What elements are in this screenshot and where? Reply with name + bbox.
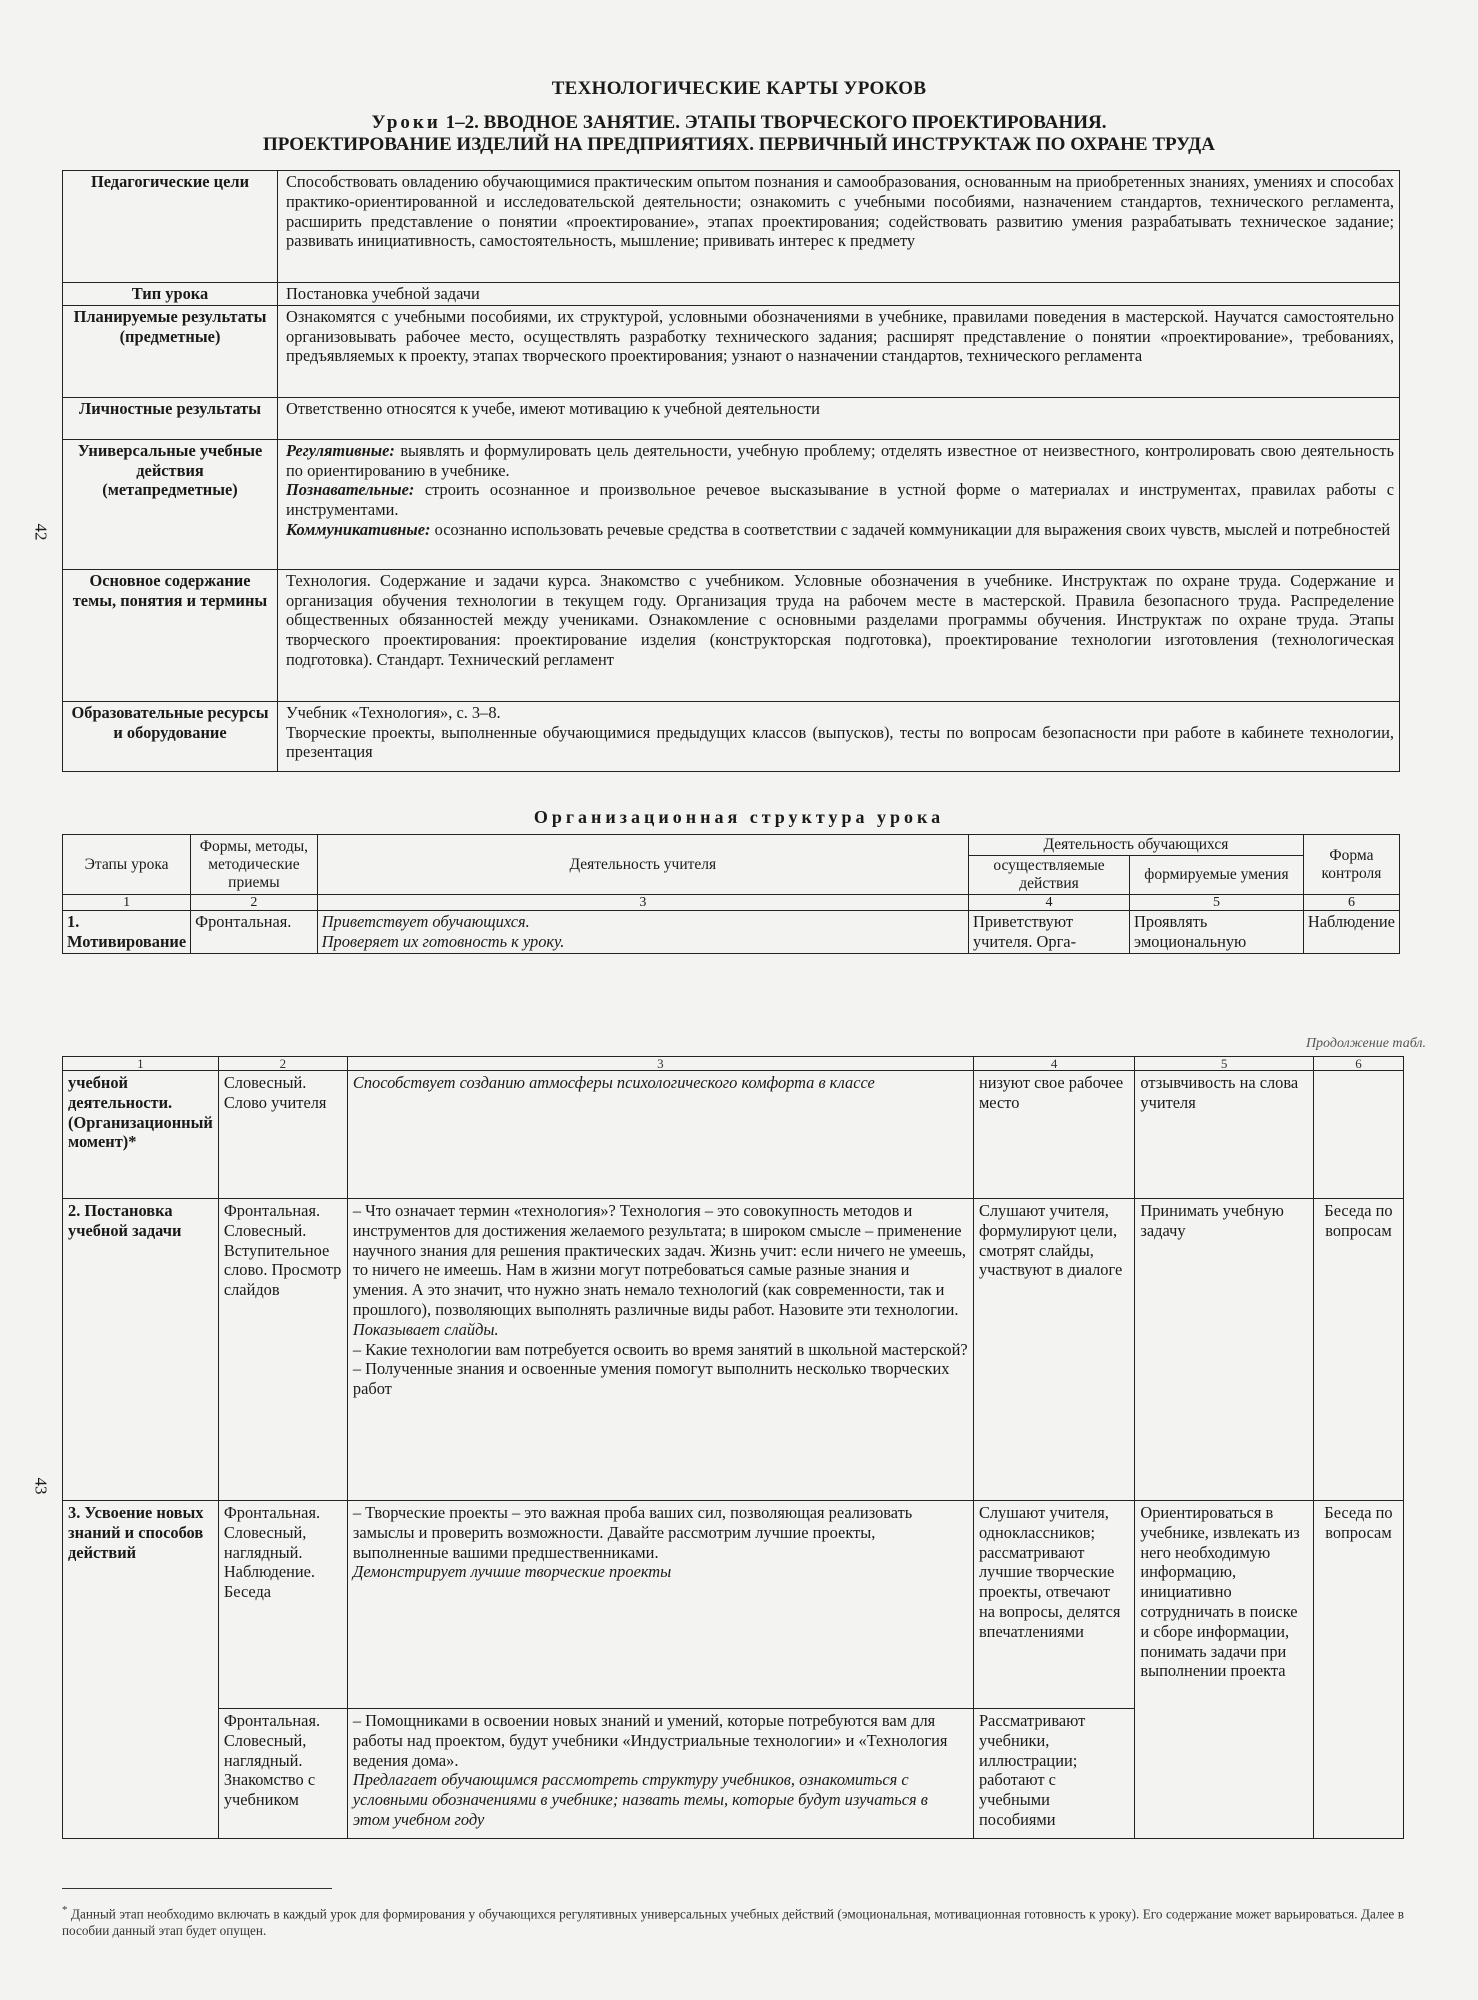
col-number: 5 [1130,895,1304,911]
stage-cell: 1. Мотивирование [63,911,191,954]
lesson-title [0,112,1478,156]
row-value: Постановка учебной задачи [278,283,1400,306]
row-label: Личностные результаты [63,397,278,439]
row-value: Технология. Содержание и задачи курса. Знакомство с учебником. Условные обозначения в учебнике. Инструктаж по охране труда. Содержание и организация обучения технологии в текущем году. Организация труда на рабочем месте в мастерской. Правила безопасного труда. Распределение общественных обязанностей между учениками. Ознакомление с основными разделами программы обучения. Инструктаж по охране труда. Этапы творческого проектирования: проектирование изделия (конструкторская подготовка), проектирование технологии изготовления (технологическая подготовка). Стандарт. Технический регламент [278,569,1400,701]
row-label: Универсальные учебные действия (метапредметные) [63,439,278,569]
teacher-cell: Способствует созданию атмосферы психологического комфорта в классе [347,1071,973,1199]
cognitive-text: строить осознанное и произвольное речевое высказывание в устной форме о материалах и инструментах, правилах работы с инструментами. [286,480,1394,520]
page-title: ТЕХНОЛОГИЧЕСКИЕ КАРТЫ УРОКОВ [551,78,927,99]
row-value: Способствовать овладению обучающимися практическим опытом познания и самообразования, основанным на приобретенных знаниях, умениях и способах практико-ориентированной и исследовательской деятельности; ознакомить с учебными пособиями, назначением стандартов, технического регламента, расширить представление о понятии «проектирование», этапах проектирования; содействовать развитию умения разрабатывать техническое задание; развивать инициативность, самостоятельность, мышление; прививать интерес к предмету [278,171,1400,283]
control-cell: Наблюдение [1303,911,1399,954]
page-number-right: 43 [31,1477,51,1495]
row-label: Образовательные ресурсы и оборудование [63,701,278,771]
table-row [63,569,1400,701]
col-forms: Формы, методы, методические приемы [191,835,318,895]
regulative-label: Регулятивные: [286,440,395,460]
col-number: 1 [63,1057,219,1071]
actions-cell: Рассматривают учебники, иллюстрации; работают с учебными пособиями [973,1709,1134,1839]
communicative-text: осознанно использовать речевые средства в соответствии с задачей коммуникации для выражения своих чувств, мыслей и потребностей [430,519,1391,539]
table-row [63,701,1400,771]
table-row [63,171,1400,283]
forms-cell: Словесный. Слово учителя [218,1071,347,1199]
footnote-divider [62,1888,332,1889]
lesson-title-line2: ПРОЕКТИРОВАНИЕ ИЗДЕЛИЙ НА ПРЕДПРИЯТИЯХ. ПЕРВИЧНЫЙ ИНСТРУКТАЖ ПО ОХРАНЕ ТРУДА [263,134,1215,155]
lesson-prefix: Уроки [371,112,441,133]
resources-line1: Учебник «Технология», с. 3–8. [286,702,501,722]
communicative-label: Коммуникативные: [286,519,431,539]
table-row [63,305,1400,397]
org-structure-title: Организационная структура урока [533,807,945,827]
forms-cell: Фронтальная. Словесный, наглядный. Знакомство с учебником [218,1709,347,1839]
teacher-text1: – Что означает термин «технология»? Технология – это совокупность методов и инструментов для достижения желаемого результата; в широком смысле – применение научного знания для решения практических задач. Жизнь учит: если ничего не умеешь, то ничего не имеешь. Нам в жизни могут потребоваться самые разные знания и умения. А это значит, что нужно знать немало технологий (как современности, так и прошлого), позволяющих выполнять различные виды работ. Назовите эти технологии. [352,1201,967,1319]
row-value: Ознакомятся с учебными пособиями, их структурой, условными обозначениями в учебнике, правилами поведения в мастерской. Научатся самостоятельно организовывать рабочее место, осуществлять разработку технического задания; расширят представление о понятии «проектирование», требованиях, предъявляемых к проекту, этапах творческого проектирования; узнают о назначении стандартов, технического регламента [278,305,1400,397]
table-row [63,1071,1404,1199]
footnote [62,1902,1404,1939]
actions-cell: Слушают учителя, одноклассников; рассматривают лучшие творческие проекты, отвечают на вопросы, делятся впечатлениями [973,1501,1134,1709]
skills-cell: отзывчивость на слова учителя [1135,1071,1314,1199]
table-row [63,397,1400,439]
row-value [278,701,1400,771]
skills-cell: Ориентироваться в учебнике, извлекать из него необходимую информацию, инициативно сотрудничать в поиске и сборе информации, понимать задачи при выполнении проекта [1135,1501,1314,1839]
col-number: 6 [1303,895,1399,911]
footnote-text: Данный этап необходимо включать в каждый урок для формирования у обучающихся регулятивных универсальных учебных действий (эмоциональная, мотивационная готовность к уроку). Его содержание может варьироваться. Далее в пособии данный этап будет опущен. [62,1906,1404,1939]
skills-cell: Принимать учебную задачу [1135,1199,1314,1501]
table-row [63,1501,1404,1709]
org-structure-table [62,834,1400,954]
col-number: 4 [973,1057,1134,1071]
col-number: 2 [191,895,318,911]
teacher-cell [347,1709,973,1839]
actions-cell: низуют свое рабочее место [973,1071,1134,1199]
control-cell: Беседа по вопросам [1313,1199,1403,1501]
row-label: Основное содержание темы, понятия и термины [63,569,278,701]
continuation-table [62,1056,1404,1839]
table-row [63,439,1400,569]
col-students: Деятельность обучающихся [968,835,1303,856]
teacher-italic: Демонстрирует лучшие творческие проекты [352,1562,672,1582]
table-row [63,1199,1404,1501]
teacher-cell [317,911,968,954]
forms-cell: Фронтальная. Словесный, наглядный. Наблюдение. Беседа [218,1501,347,1709]
row-value [278,439,1400,569]
row-label: Тип урока [63,283,278,306]
row-value: Ответственно относятся к учебе, имеют мотивацию к учебной деятельности [278,397,1400,439]
page-number-left: 42 [31,523,51,541]
stage-cell: 3. Усвоение новых знаний и способов действий [63,1501,219,1839]
continuation-label: Продолжение табл. [1305,1036,1426,1051]
stage-cell: 2. Постановка учебной задачи [63,1199,219,1501]
actions-cell: Слушают учителя, формулируют цели, смотрят слайды, участвуют в диалоге [973,1199,1134,1501]
col-control: Форма контроля [1303,835,1399,895]
row-label: Планируемые результаты (предметные) [63,305,278,397]
teacher-cell [347,1199,973,1501]
col-actions: осуществляемые действия [968,856,1129,895]
control-cell: Беседа по вопросам [1313,1501,1403,1839]
row-label: Педагогические цели [63,171,278,283]
col-number: 5 [1135,1057,1314,1071]
col-stages: Этапы урока [63,835,191,895]
lesson-title-line1: 1–2. ВВОДНОЕ ЗАНЯТИЕ. ЭТАПЫ ТВОРЧЕСКОГО ПРОЕКТИРОВАНИЯ. [440,112,1107,133]
teacher-text2: – Какие технологии вам потребуется освоить во время занятий в школьной мастерской? [352,1339,968,1359]
actions-cell: Приветствуют учителя. Орга- [968,911,1129,954]
table-row [63,283,1400,306]
forms-cell: Фронтальная. Словесный. Вступительное слово. Просмотр слайдов [218,1199,347,1501]
stage-cell: учебной деятельности. (Организационный момент)* [63,1071,219,1199]
teacher-line2: Проверяет их готовность к уроку. [321,931,565,951]
lesson-info-table [62,170,1400,772]
teacher-italic: Показывает слайды. [352,1319,499,1339]
table-row [63,911,1400,954]
cognitive-label: Познавательные: [286,480,415,500]
teacher-line1: Приветствует обучающихся. [321,912,530,931]
number-row [63,1057,1404,1071]
teacher-italic: Предлагает обучающимся рассмотреть структуру учебников, ознакомиться с условными обозначениями в учебнике; назвать темы, которые будут изучаться в этом учебном году [352,1770,928,1829]
col-number: 6 [1313,1057,1403,1071]
col-number: 1 [63,895,191,911]
teacher-text: – Творческие проекты – это важная проба ваших сил, позволяющая реализовать замыслы и проверить возможности. Давайте рассмотрим лучшие проекты, выполненные вашими предшественниками. [352,1503,913,1562]
teacher-text: – Помощниками в освоении новых знаний и умений, которые потребуются вам для работы над проектом, будут учебники «Индустриальные технологии» и «Технология ведения дома». [352,1711,948,1770]
regulative-text: выявлять и формулировать цель деятельности, учебную проблему; отделять известное от неизвестного, контролировать свою деятельность по ориентированию в учебнике. [286,440,1394,480]
number-row [63,895,1400,911]
control-cell [1313,1071,1403,1199]
footnote-mark: * [62,1904,68,1916]
col-number: 4 [968,895,1129,911]
resources-line2: Творческие проекты, выполненные обучающимися предыдущих классов (выпусков), тесты по вопросам безопасности при работе в кабинете технологии, презентация [286,722,1394,762]
col-number: 3 [317,895,968,911]
header-row [63,835,1400,856]
col-number: 2 [218,1057,347,1071]
forms-cell: Фронтальная. [191,911,318,954]
col-number: 3 [347,1057,973,1071]
col-skills: формируемые умения [1130,856,1304,895]
teacher-text3: – Полученные знания и освоенные умения помогут выполнить несколько творческих работ [352,1359,950,1399]
teacher-cell [347,1501,973,1709]
col-teacher: Деятельность учителя [317,835,968,895]
skills-cell: Проявлять эмоциональную [1130,911,1304,954]
